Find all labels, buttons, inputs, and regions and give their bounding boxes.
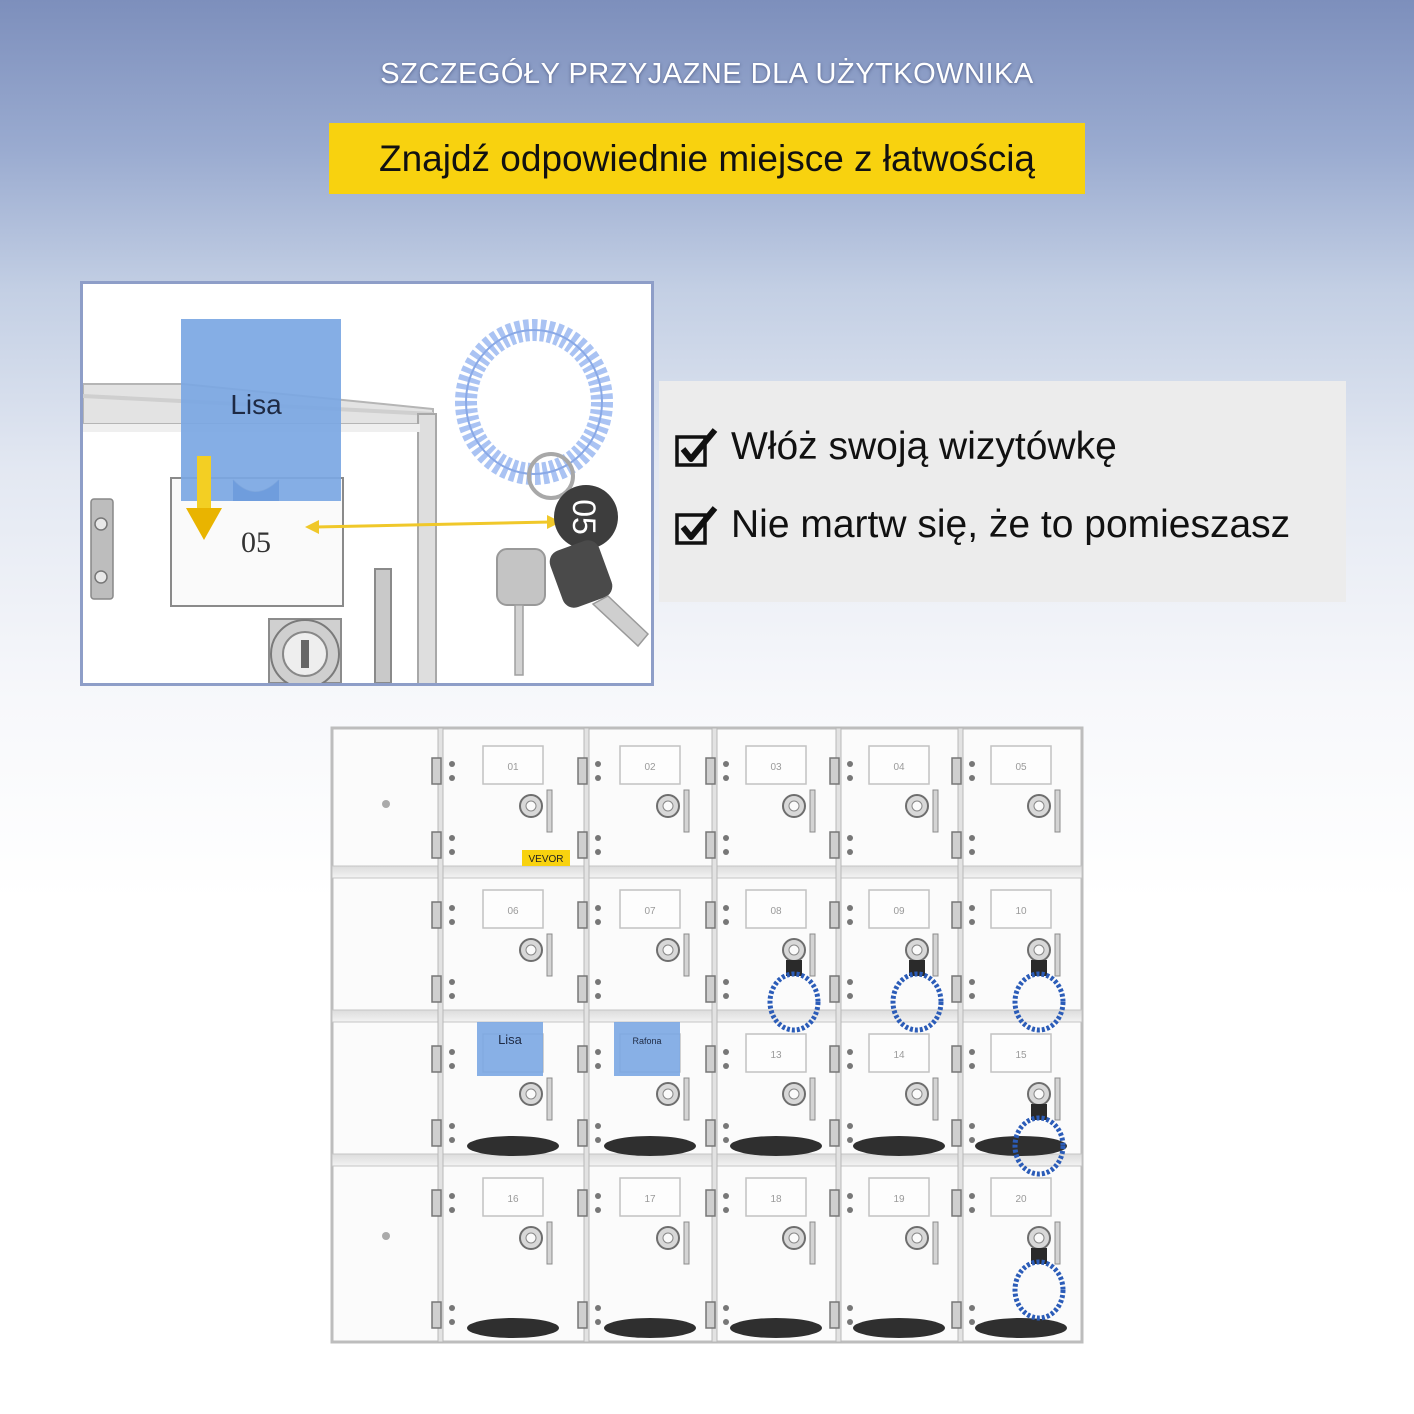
hinge [432,902,441,928]
hinge-screw [969,1137,975,1143]
hinge [432,832,441,858]
hinge-screw [969,979,975,985]
door-number: 01 [507,762,519,773]
latch [547,790,552,832]
hinge-screw [847,761,853,767]
latch [684,1078,689,1120]
door-number: 15 [1015,1050,1027,1061]
hinge-screw [723,979,729,985]
hinge [706,758,715,784]
hinge-screw [847,1137,853,1143]
hinge [578,1120,587,1146]
door-number: 19 [893,1194,905,1205]
hinge-screw [595,1305,601,1311]
hinge-screw [595,1063,601,1069]
latch [933,1078,938,1120]
hinge-screw [449,905,455,911]
lock-keyhole [1034,945,1044,955]
phone [604,1318,696,1338]
door-number: 06 [507,906,519,917]
hinge-screw [723,1049,729,1055]
name-card [614,1022,680,1076]
phone [853,1136,945,1156]
lock-keyhole [912,1089,922,1099]
hinge-screw [595,849,601,855]
hinge-screw [847,1049,853,1055]
hinge-screw [847,1319,853,1325]
latch [810,1078,815,1120]
hinge-screw [723,775,729,781]
hinge [952,832,961,858]
hinge-screw [449,775,455,781]
hinge [830,1190,839,1216]
hinge [432,758,441,784]
hinge-screw [723,1137,729,1143]
phone [853,1318,945,1338]
hinge-screw [969,1123,975,1129]
locker-detail-drawing [83,284,651,683]
hinge [706,976,715,1002]
hinge-screw [847,905,853,911]
lock-keyhole [789,801,799,811]
hinge-screw [847,979,853,985]
hinge-screw [969,1063,975,1069]
hinge-screw [449,979,455,985]
divider [438,728,443,1342]
hinge [578,758,587,784]
divider [836,728,841,1342]
hinge [952,1120,961,1146]
hinge [706,1046,715,1072]
hinge-screw [969,775,975,781]
hinge-screw [449,761,455,767]
hinge [578,1190,587,1216]
hinge [432,1046,441,1072]
hinge [830,976,839,1002]
name-card-text: Rafona [632,1036,662,1046]
latch [1055,790,1060,832]
latch [810,790,815,832]
door-number: 05 [1015,762,1027,773]
hinge-screw [847,993,853,999]
feature-text: Nie martw się, że to pomieszasz [731,503,1291,546]
lock-keyhole [912,1233,922,1243]
door-number: 18 [770,1194,782,1205]
hinge-screw [847,1123,853,1129]
latch [684,934,689,976]
hinge-screw [595,919,601,925]
hinge-screw [449,1123,455,1129]
hinge [952,758,961,784]
hinge-screw [723,849,729,855]
lock-keyhole [912,801,922,811]
hinge [432,1120,441,1146]
hinge [706,1302,715,1328]
door-number: 10 [1015,906,1027,917]
hinge [706,902,715,928]
hinge [706,1190,715,1216]
latch [933,790,938,832]
phone [467,1136,559,1156]
detail-illustration [80,281,654,686]
name-card-text: Lisa [498,1032,522,1047]
hinge-screw [723,1063,729,1069]
hinge [830,1302,839,1328]
hinge-screw [449,849,455,855]
door-number: 07 [644,906,656,917]
divider [712,728,717,1342]
hinge-screw [595,979,601,985]
lock-keyhole [526,1233,536,1243]
hinge [578,902,587,928]
hinge-screw [595,761,601,767]
phone [730,1136,822,1156]
name-card [477,1022,543,1076]
hinge-screw [723,835,729,841]
hinge [432,1302,441,1328]
card-name-text: Lisa [230,389,282,420]
hinge-screw [723,993,729,999]
hinge [706,832,715,858]
hinge [706,1120,715,1146]
hinge-screw [723,1193,729,1199]
lock-keyhole [1034,1233,1044,1243]
hinge-screw [847,775,853,781]
phone [467,1318,559,1338]
hinge-screw [449,1207,455,1213]
hinge-screw [969,993,975,999]
side-knob [382,800,390,808]
hinge-screw [449,1063,455,1069]
hinge-screw [847,1193,853,1199]
latch [810,1222,815,1264]
latch [684,790,689,832]
hinge [432,1190,441,1216]
hinge-screw [723,905,729,911]
hinge-screw [595,1319,601,1325]
hinge-screw [449,1305,455,1311]
hinge-screw [595,993,601,999]
door-number: 09 [893,906,905,917]
hinge-screw [969,761,975,767]
hinge-screw [595,1123,601,1129]
checkbox-checked-icon [675,505,719,545]
lock-keyhole [526,945,536,955]
hinge-screw [969,1049,975,1055]
hinge-screw [847,849,853,855]
hinge-screw [847,1063,853,1069]
lock-keyhole [663,1233,673,1243]
lock-keyhole [663,945,673,955]
banner [329,123,1085,194]
hinge-screw [969,835,975,841]
lock-keyhole [526,801,536,811]
door-number: 16 [507,1194,519,1205]
latch [684,1222,689,1264]
tag-number-text: 05 [566,499,602,535]
hinge [432,976,441,1002]
hinge [952,902,961,928]
lock-keyhole [789,945,799,955]
hinge-screw [723,1123,729,1129]
hinge-screw [847,1305,853,1311]
hinge-screw [595,835,601,841]
latch [933,1222,938,1264]
hinge-screw [449,919,455,925]
hinge-screw [847,835,853,841]
latch [547,934,552,976]
latch [1055,1078,1060,1120]
door-number: 08 [770,906,782,917]
phone [604,1136,696,1156]
hinge-screw [595,775,601,781]
hinge-screw [847,1207,853,1213]
hinge [830,902,839,928]
hinge-screw [969,1193,975,1199]
hinge-screw [449,835,455,841]
hinge [830,832,839,858]
hinge-screw [969,849,975,855]
latch [547,1078,552,1120]
locker-cabinet-drawing [330,724,1085,1349]
latch [1055,1222,1060,1264]
door-number: 20 [1015,1194,1027,1205]
lock-keyhole [1034,801,1044,811]
hinge-screw [847,919,853,925]
hinge [952,1046,961,1072]
hinge-screw [723,919,729,925]
door-number: 13 [770,1050,782,1061]
lock-keyhole [789,1089,799,1099]
door-number: 02 [644,762,656,773]
hinge [830,1046,839,1072]
divider [958,728,963,1342]
locker-cabinet [330,724,1085,1349]
hinge-screw [449,993,455,999]
hinge [952,1190,961,1216]
hinge [830,1120,839,1146]
latch [810,934,815,976]
lock-keyhole [912,945,922,955]
hinge-screw [449,1137,455,1143]
banner-title: Znajdź odpowiednie miejsce z łatwością [378,137,1036,179]
phone [730,1318,822,1338]
door-number: 14 [893,1050,905,1061]
hinge [578,832,587,858]
locker-number-text: 05 [241,526,271,559]
hinge-screw [969,1319,975,1325]
side-knob [382,1232,390,1240]
hinge-screw [595,1207,601,1213]
phone [975,1136,1067,1156]
hinge-screw [723,1319,729,1325]
feature-text: Włóż swoją wizytówkę [731,425,1117,468]
brand-label: VEVOR [528,854,564,865]
hinge [952,976,961,1002]
hinge-screw [449,1319,455,1325]
lock-keyhole [526,1089,536,1099]
checkbox-checked-icon [675,427,719,467]
shelf [332,866,1082,878]
hinge-screw [969,905,975,911]
hinge-screw [969,1305,975,1311]
hinge [830,758,839,784]
door-number: 04 [893,762,905,773]
door-number: 17 [644,1194,656,1205]
shelf [332,1010,1082,1022]
hinge-screw [595,1193,601,1199]
hinge [578,1046,587,1072]
hinge [952,1302,961,1328]
hinge-screw [969,1207,975,1213]
feature-item [675,425,1117,469]
subtitle: SZCZEGÓŁY PRZYJAZNE DLA UŻYTKOWNIKA [380,58,1034,90]
hinge [578,1302,587,1328]
lock-keyhole [663,801,673,811]
door-number: 03 [770,762,782,773]
features-box [659,381,1346,602]
hinge-screw [723,1207,729,1213]
hinge-screw [595,1049,601,1055]
hinge-screw [449,1049,455,1055]
hinge-screw [723,761,729,767]
latch [933,934,938,976]
feature-item [675,503,1290,547]
hinge-screw [449,1193,455,1199]
lock-keyhole [1034,1089,1044,1099]
shelf [332,1154,1082,1166]
hinge-screw [595,1137,601,1143]
lock-keyhole [663,1089,673,1099]
hinge [578,976,587,1002]
hinge-screw [969,919,975,925]
divider [584,728,589,1342]
phone [975,1318,1067,1338]
hinge-screw [723,1305,729,1311]
hinge-screw [595,905,601,911]
lock-keyhole [789,1233,799,1243]
latch [547,1222,552,1264]
latch [1055,934,1060,976]
